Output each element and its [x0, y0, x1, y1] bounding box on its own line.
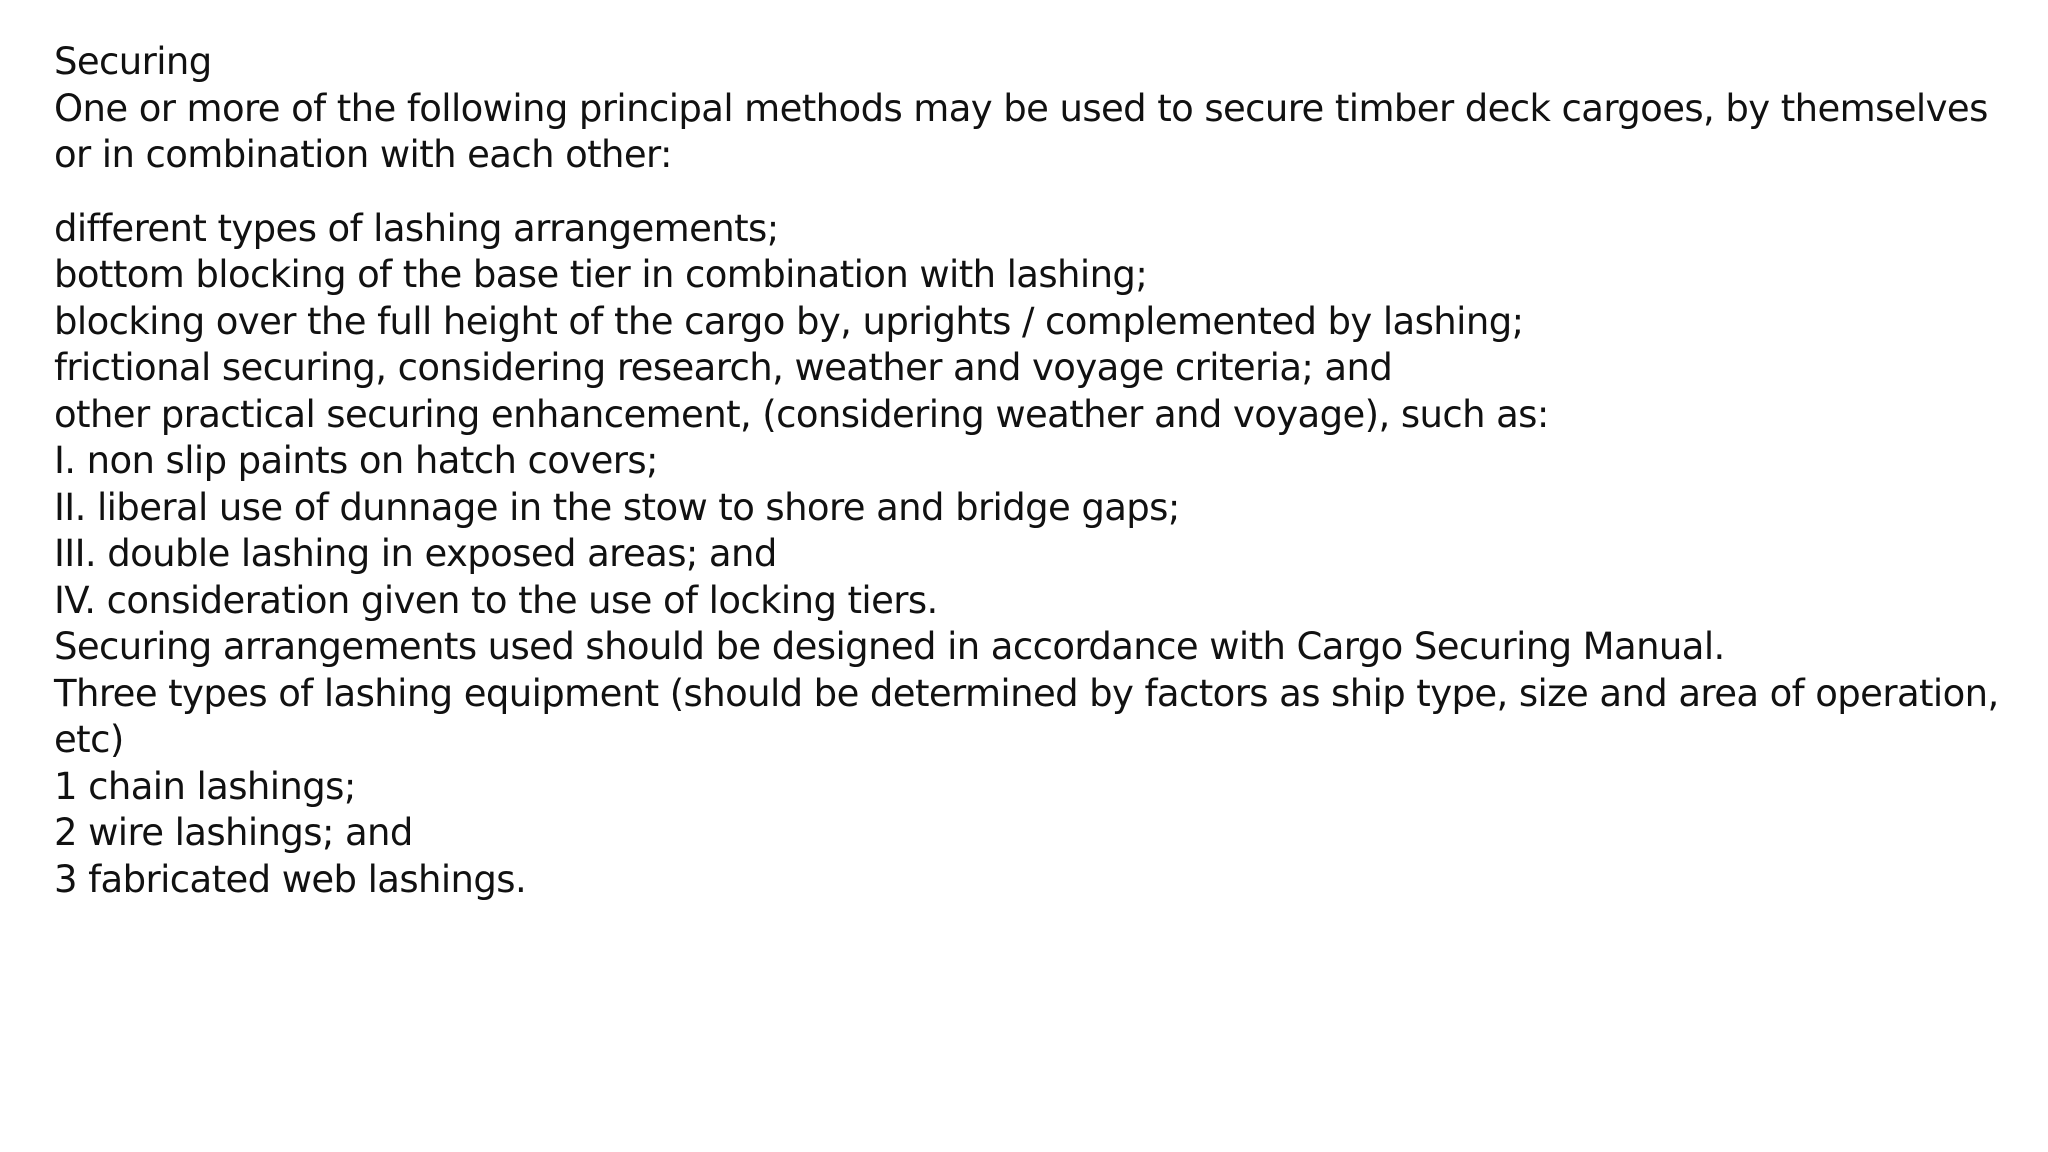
equipment-item: 2 wire lashings; and — [54, 811, 413, 854]
method-item: different types of lashing arrangements; — [54, 206, 779, 250]
enhancement-item: II. liberal use of dunnage in the stow to shore and bridge gaps; — [54, 485, 1180, 529]
equipment-item: 3 fabricated web lashings. — [54, 857, 527, 901]
section-heading: Securing — [54, 40, 212, 83]
paragraph-spacer — [54, 179, 2014, 206]
intro-paragraph: One or more of the following principal methods may be used to secure timber deck cargoes, by themselves or in combination with each other: — [54, 86, 1988, 176]
equipment-item: 1 chain lashings; — [54, 764, 356, 808]
manual-note: Securing arrangements used should be designed in accordance with Cargo Securing Manual. — [54, 625, 1725, 668]
method-item: other practical securing enhancement, (considering weather and voyage), such as: — [54, 392, 1549, 436]
method-item: frictional securing, considering research, weather and voyage criteria; and — [54, 346, 1393, 389]
method-item: bottom blocking of the base tier in combination with lashing; — [54, 253, 1148, 296]
document-body — [54, 39, 2014, 903]
enhancement-item: I. non slip paints on hatch covers; — [54, 439, 658, 482]
method-item: blocking over the full height of the cargo by, uprights / complemented by lashing; — [54, 299, 1524, 343]
equipment-intro: Three types of lashing equipment (should be determined by factors as ship type, size and area of operation, etc) — [54, 671, 1999, 761]
enhancement-item: III. double lashing in exposed areas; and — [54, 532, 777, 575]
enhancement-item: IV. consideration given to the use of locking tiers. — [54, 578, 938, 622]
